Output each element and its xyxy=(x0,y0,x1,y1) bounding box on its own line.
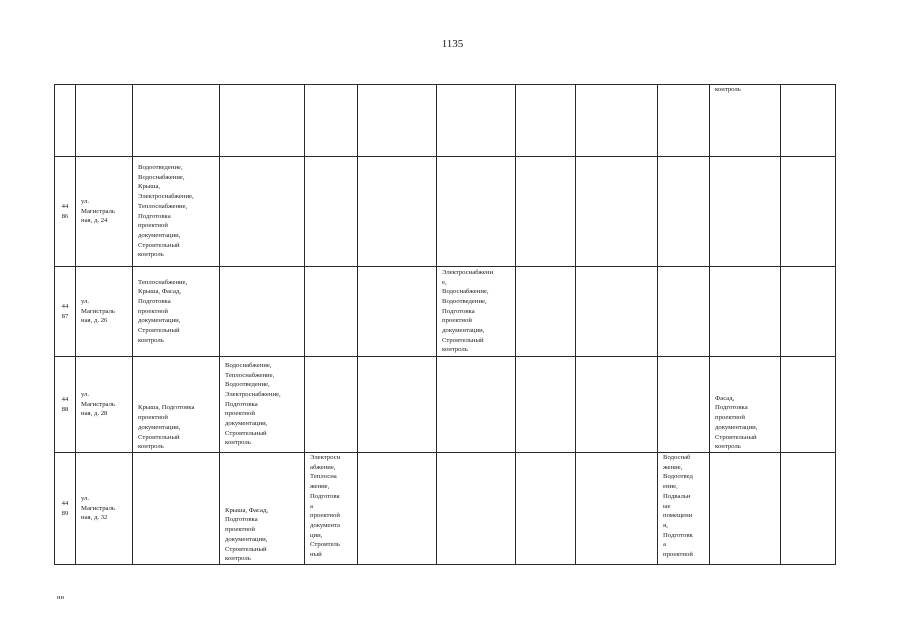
works-cell xyxy=(710,157,781,267)
works-cell xyxy=(437,453,516,565)
works-cell xyxy=(516,157,576,267)
page-number: 1135 xyxy=(441,38,464,50)
table-row xyxy=(55,357,836,453)
works-cell xyxy=(516,453,576,565)
works-cell: Электросн абжение, Теплосна жение, Подготовк а проектной документа ции, Строитель ный xyxy=(305,453,358,565)
works-cell xyxy=(133,85,220,157)
works-cell xyxy=(305,267,358,357)
table-row xyxy=(55,85,836,157)
works-cell xyxy=(516,267,576,357)
row-number-cell: 44 86 xyxy=(55,157,76,267)
works-cell: контроль xyxy=(710,85,781,157)
works-cell xyxy=(305,357,358,453)
works-cell xyxy=(220,157,305,267)
works-cell xyxy=(710,267,781,357)
address-cell: ул. Магистраль ная, д. 28 xyxy=(76,357,133,453)
works-cell: Водоотведение, Водоснабжение, Крыша, Электроснабжение, Теплоснабжение, Подготовка проектной документации, Строительный контроль xyxy=(133,157,220,267)
works-cell xyxy=(437,357,516,453)
works-cell xyxy=(133,453,220,565)
works-cell xyxy=(358,267,437,357)
row-number-cell xyxy=(55,85,76,157)
works-cell xyxy=(220,85,305,157)
works-cell xyxy=(437,85,516,157)
address-cell: ул. Магистраль ная, д. 32 xyxy=(76,453,133,565)
address-cell: ул. Магистраль ная, д. 26 xyxy=(76,267,133,357)
footer-mark: нн xyxy=(57,594,64,601)
works-cell xyxy=(658,85,710,157)
works-cell xyxy=(658,267,710,357)
works-cell xyxy=(781,453,836,565)
works-cell xyxy=(358,453,437,565)
table-row xyxy=(55,267,836,357)
works-cell xyxy=(516,85,576,157)
works-cell: Водоснаб жение, Водоотвед ение, Подвальн ые помещени я, Подготовк а проектной xyxy=(658,453,710,565)
works-cell xyxy=(658,157,710,267)
works-cell xyxy=(305,85,358,157)
works-cell xyxy=(576,85,658,157)
works-cell: Фасад, Подготовка проектной документации, Строительный контроль xyxy=(710,357,781,453)
works-cell xyxy=(576,357,658,453)
works-cell xyxy=(576,157,658,267)
repair-schedule-table xyxy=(54,84,836,565)
works-cell xyxy=(781,267,836,357)
works-cell xyxy=(710,453,781,565)
works-cell xyxy=(658,357,710,453)
works-cell xyxy=(358,85,437,157)
works-cell xyxy=(781,85,836,157)
row-number-cell: 44 89 xyxy=(55,453,76,565)
table-row xyxy=(55,453,836,565)
works-cell: Электроснабжени е, Водоснабжение, Водоотведение, Подготовка проектной документации, Строительный контроль xyxy=(437,267,516,357)
works-cell xyxy=(576,267,658,357)
works-cell xyxy=(437,157,516,267)
works-cell: Крыша, Фасад, Подготовка проектной документации, Строительный контроль xyxy=(220,453,305,565)
works-cell xyxy=(305,157,358,267)
works-cell xyxy=(220,267,305,357)
works-cell: Крыша, Подготовка проектной документации, Строительный контроль xyxy=(133,357,220,453)
row-number-cell: 44 88 xyxy=(55,357,76,453)
works-cell xyxy=(358,357,437,453)
works-cell xyxy=(516,357,576,453)
works-cell xyxy=(576,453,658,565)
table-row xyxy=(55,157,836,267)
row-number-cell: 44 87 xyxy=(55,267,76,357)
works-cell xyxy=(781,157,836,267)
works-cell: Теплоснабжение, Крыша, Фасад, Подготовка проектной документации, Строительный контроль xyxy=(133,267,220,357)
works-cell xyxy=(358,157,437,267)
address-cell: ул. Магистраль ная, д. 24 xyxy=(76,157,133,267)
works-cell: Водоснабжение, Теплоснабжение, Водоотведение, Электроснабжение, Подготовка проектной документации, Строительный контроль xyxy=(220,357,305,453)
address-cell xyxy=(76,85,133,157)
works-cell xyxy=(781,357,836,453)
